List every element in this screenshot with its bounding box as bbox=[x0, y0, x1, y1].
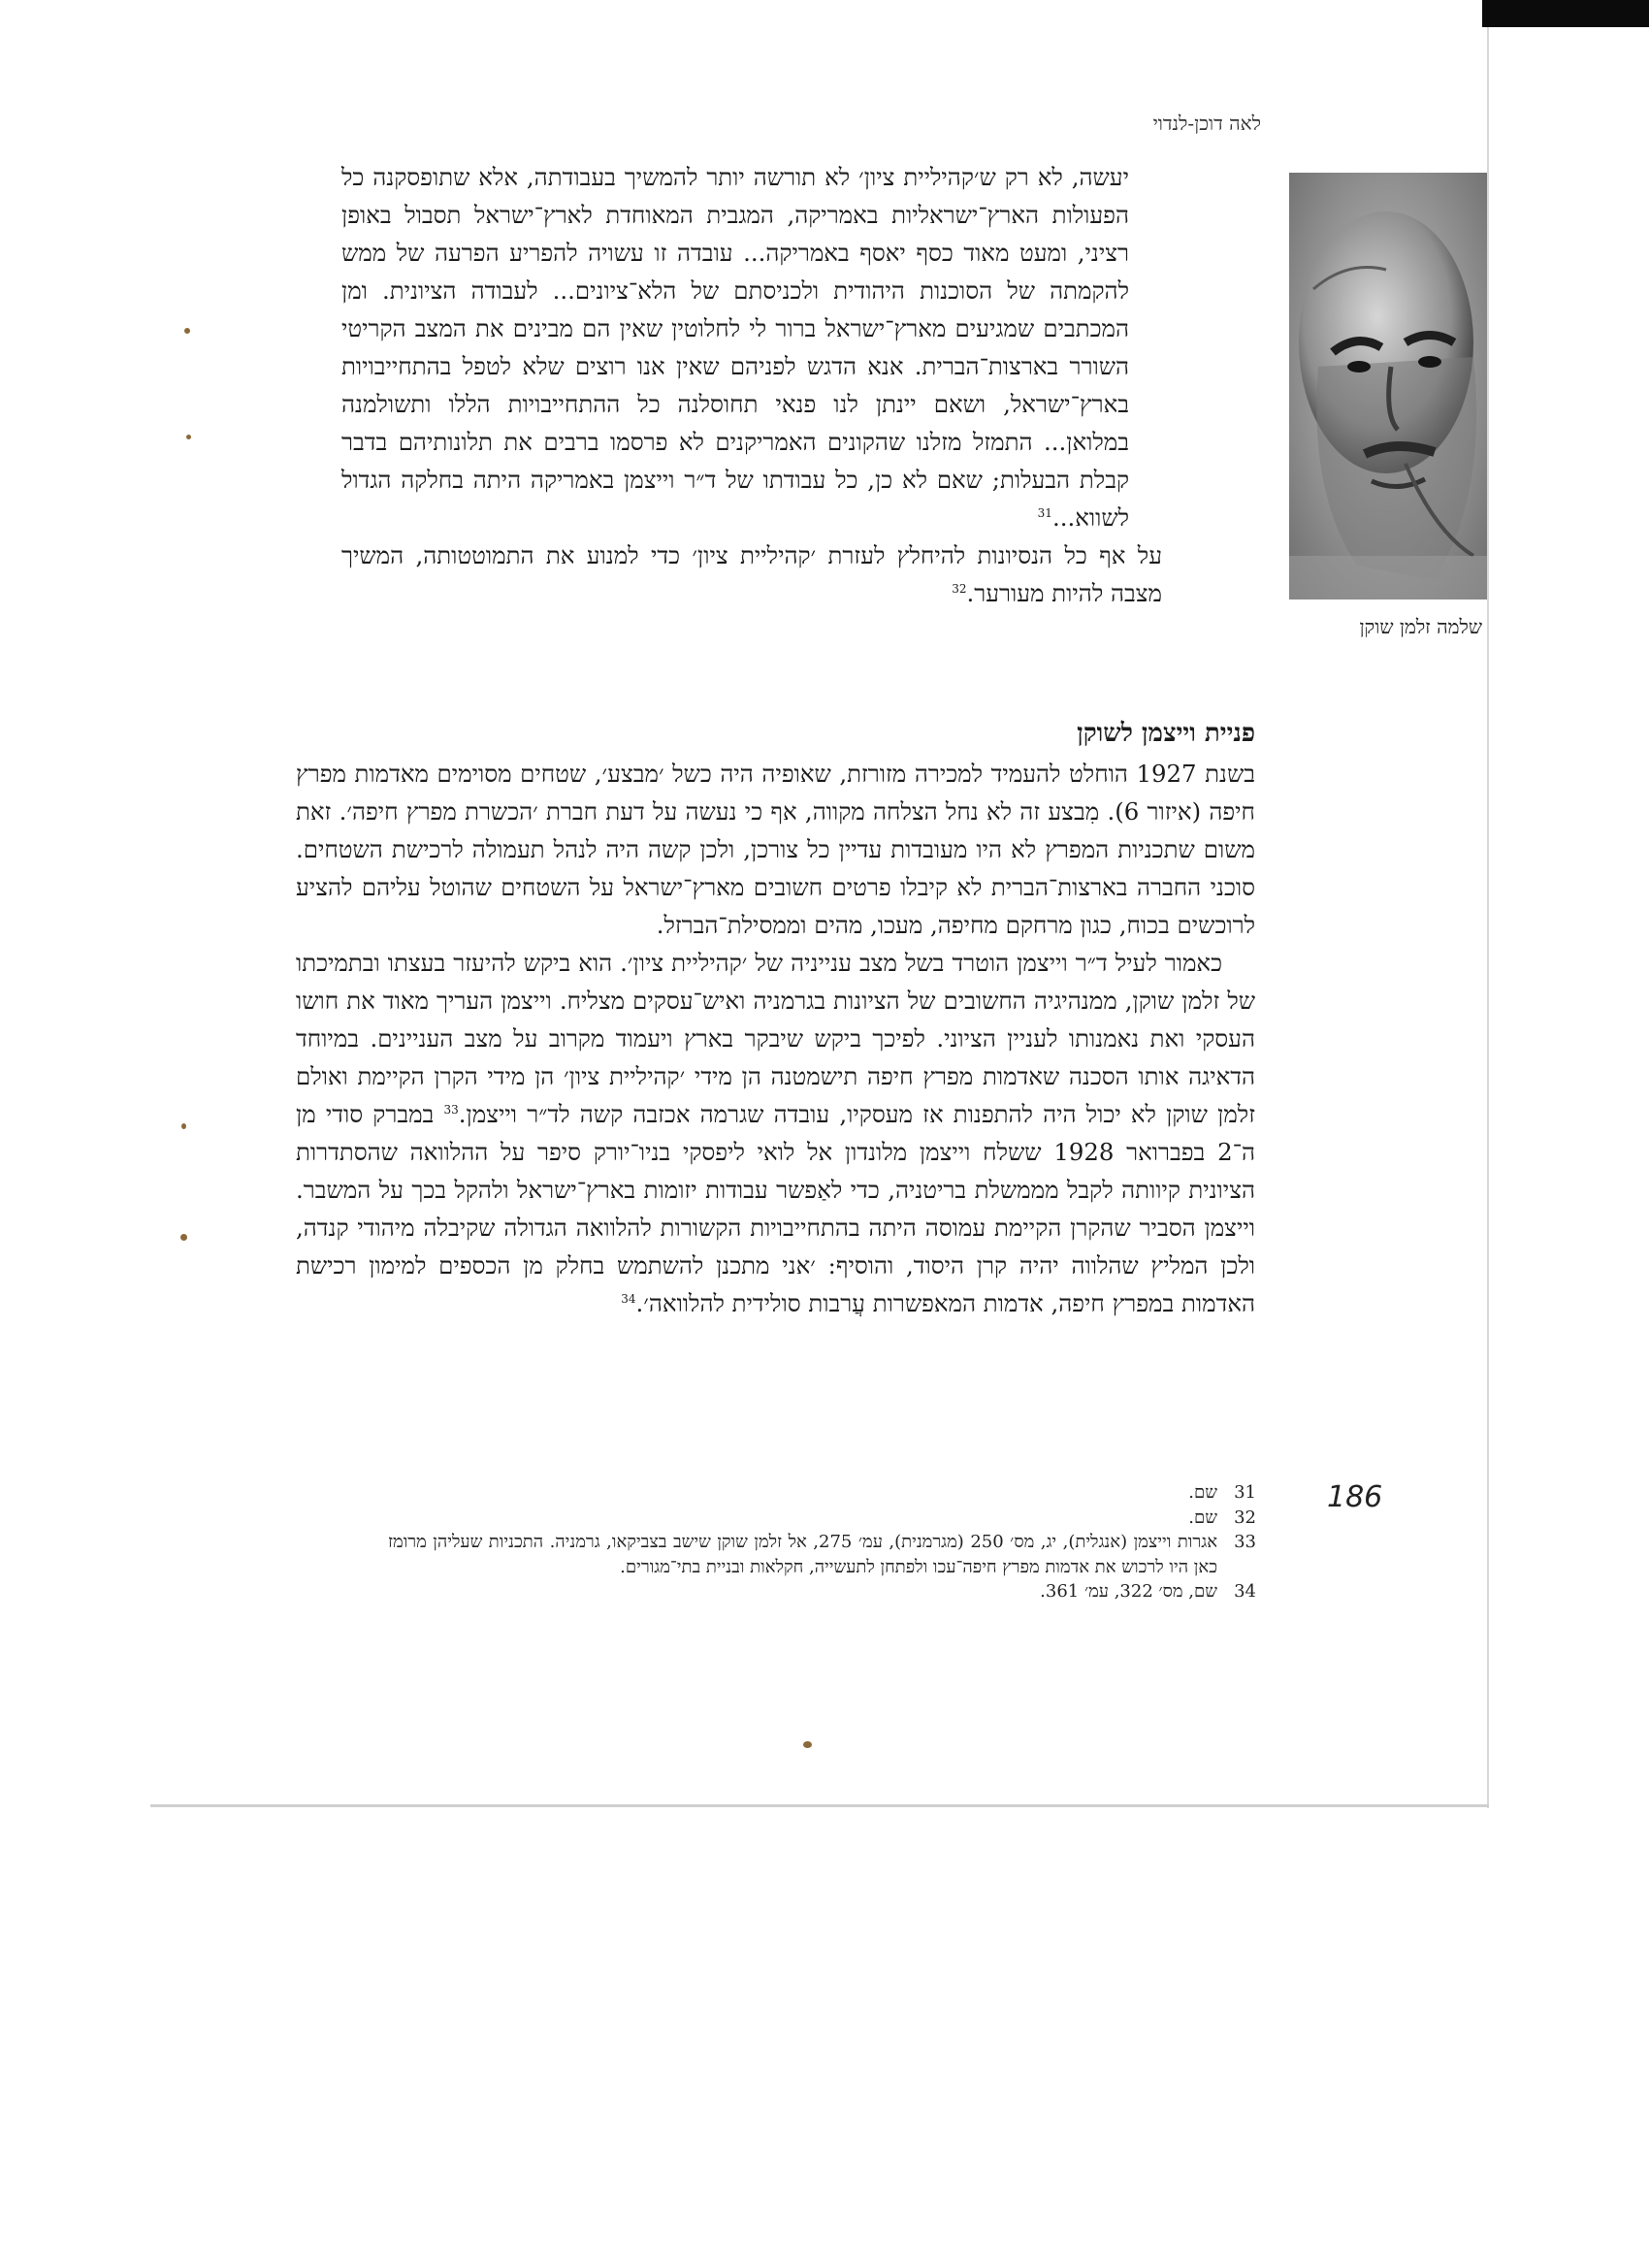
scan-speck bbox=[803, 1741, 812, 1748]
footnote bbox=[388, 1506, 1256, 1531]
running-head: לאה דוכן-לנדוי bbox=[1152, 112, 1261, 135]
page-edge bbox=[1487, 27, 1489, 1808]
footnote-number: 31 bbox=[1234, 1482, 1256, 1503]
footnote-ref: 32 bbox=[952, 581, 967, 596]
footnotes bbox=[388, 1480, 1256, 1604]
body-paragraph bbox=[296, 944, 1255, 1322]
page-edge bbox=[150, 1804, 1489, 1807]
continuation-text: על אף כל הנסיונות להיחלץ לעזרת ׳קהיליית ציון׳ כדי למנוע את התמוטטותה, המשיך מצבה להיות מעורער. bbox=[341, 541, 1162, 607]
footnote-number: 32 bbox=[1234, 1507, 1256, 1528]
body-paragraph bbox=[341, 536, 1162, 612]
block-quote bbox=[341, 158, 1162, 536]
footnote-text: אגרות וייצמן (אנגלית), יג, מס׳ 250 (מגרמנית), עמ׳ 275, אל זלמן שוקן שישב בצביקאו, גרמניה. התכניות שעליהן מרומז כאן היו לרכוש את אדמות מפרץ חיפה־עכו ולפתחן לתעשייה, חקלאות ובניית בתי־מגורים. bbox=[388, 1532, 1217, 1577]
portrait-image bbox=[1289, 173, 1487, 599]
paragraph-text: בשנת 1927 הוחלט להעמיד למכירה מזורזת, שאופיה היה כשל ׳מבצע׳, שטחים מסוימים מאדמות מפרץ חיפה (איזור 6). מִבצע זה לא נחל הצלחה מקווה, אף כי נעשה על דעת חברת ׳הכשרת מפרץ חיפה׳. זאת משום שתכניות המפרץ לא היו מעובדות עדיין כל צורכן, ולכן קשה היה לנהל תעמולה לרכישת השטחים. סוכני החברה בארצות־הברית לא קיבלו פרטים חשובים מארץ־ישראל על השטחים שהוטל עליהם להציע לרוכשים בכוח, כגון מרחקם מחיפה, מעכו, מהים וממסילת־הברזל. bbox=[296, 760, 1255, 939]
footnote bbox=[388, 1579, 1256, 1604]
quote-text: יעשה, לא רק ש׳קהיליית ציון׳ לא תורשה יותר להמשיך בעבודתה, אלא שתופסקנה כל הפעולות הארץ־ישראליות באמריקה, המגבית המאוחדת לארץ־ישראל תסבול באופן רציני, ומעט מאוד כסף יאסף באמריקה... עובדה זו עשויה להפריע הפרעה של ממש להקמתה של הסוכנות היהודית ולכניסתם של הלא־ציונים... לעבודה הציונית. ומן המכתבים שמגיעים מארץ־ישראל ברור לי לחלוטין שאין הם מבינים את המצב הקריטי השורר בארצות־הברית. אנא הדגש לפניהם שאין אנו רוצים שלא לטפל בהתחייבויות בארץ־ישראל, ושאם יינתן לנו פנאי תחוסלנה כל ההתחייבויות הללו ותשולמנה במלואן... התמזל מזלנו שהקונים האמריקנים לא פרסמו ברבים את תלונותיהם בדבר קבלת הבעלות; שאם לא כן, כל עבודתו של ד״ר וייצמן באמריקה היתה בחלקה הגדול לשווא... bbox=[341, 163, 1129, 532]
scan-speck bbox=[184, 328, 190, 334]
footnote-number: 34 bbox=[1234, 1581, 1256, 1602]
footnote-text: שם, מס׳ 322, עמ׳ 361. bbox=[1040, 1581, 1217, 1602]
footnote bbox=[388, 1530, 1256, 1579]
paragraph-text: כאמור לעיל ד״ר וייצמן הוטרד בשל מצב ענייניה של ׳קהיליית ציון׳. הוא ביקש להיעזר בעצתו ובתמיכתו של זלמן שוקן, ממנהיגיה החשובים של הציונות בגרמניה ואיש־עסקים מצליח. וייצמן העריך מאוד את חושו העסקי ואת נאמנותו לעניין הציוני. לפיכך ביקש שיבקר בארץ ויעמוד מקרוב על מצב העניינים. במיוחד הדאיגה אותו הסכנה שאדמות מפרץ חיפה תישמטנה הן מידי ׳קהיליית ציון׳ הן מידי הקרן הקיימת ואולם זלמן שוקן לא יכול היה להתפנות אז מעסקיו, עובדה שגרמה אכזבה קשה לד״ר וייצמן. bbox=[296, 949, 1255, 1128]
footnote-text: שם. bbox=[1188, 1507, 1217, 1528]
photo-caption: שלמה זלמן שוקן bbox=[1359, 615, 1482, 638]
footnote-ref: 31 bbox=[1037, 505, 1052, 520]
footnote-ref: 34 bbox=[621, 1291, 636, 1306]
scan-speck bbox=[180, 1234, 187, 1241]
paragraph-text: במברק סודי מן ה־2 בפברואר 1928 ששלח וייצמן מלונדון אל לואי ליפסקי בניו־יורק סיפר על ההלוואה שהסתדרות הציונית קיוותה לקבל מממשלת בריטניה, כדי לאַפשר עבודות יזומות בארץ־ישראל ולהקל בכך על המשבר. וייצמן הסביר שהקרן הקיימת עמוסה היתה בהתחייבויות הקשורות להלוואה הגדולה שקיבלה מיהודי קנדה, ולכן המליץ שהלווה יהיה קרן היסוד, והוסיף: ׳אני מתכנן להשתמש בחלק מן הכספים למימון רכישת האדמות במפרץ חיפה, אדמות המאפשרות עֲרבות סולידית להלוואה׳. bbox=[296, 1100, 1255, 1317]
footnote-number: 33 bbox=[1234, 1532, 1256, 1552]
scan-speck bbox=[186, 435, 191, 439]
footnote bbox=[388, 1480, 1256, 1506]
scan-speck bbox=[181, 1123, 186, 1129]
portrait-photo bbox=[1289, 173, 1487, 599]
lower-text-block bbox=[296, 712, 1255, 1322]
upper-text-block bbox=[341, 158, 1162, 612]
page-number: 186 bbox=[1327, 1480, 1383, 1514]
footnote-ref: 33 bbox=[443, 1102, 459, 1117]
body-paragraph bbox=[296, 755, 1255, 944]
scan-border bbox=[1482, 0, 1649, 27]
footnote-text: שם. bbox=[1188, 1482, 1217, 1503]
section-heading: פניית וייצמן לשוקן bbox=[1077, 719, 1255, 748]
